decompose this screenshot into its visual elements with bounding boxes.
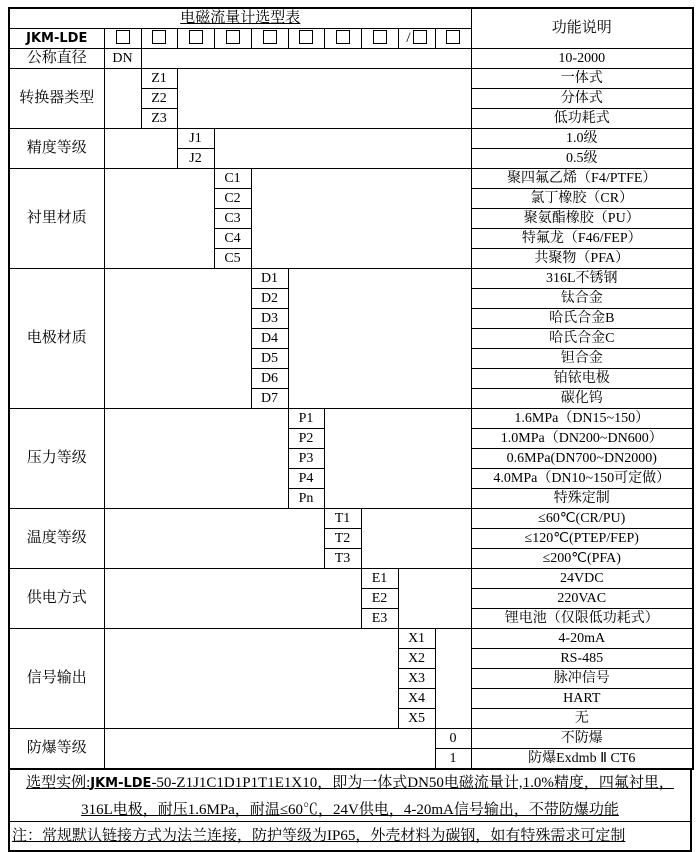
- code-cell: D6: [251, 369, 288, 389]
- spacer-cell: [104, 509, 324, 569]
- desc-cell: 1.0级: [471, 129, 693, 149]
- desc-cell: 哈氏合金C: [471, 329, 693, 349]
- code-cell: 1: [435, 749, 471, 770]
- desc-cell: 4.0MPa（DN10~150可定做）: [471, 469, 693, 489]
- code-cell: P1: [288, 409, 324, 429]
- category-pressure-rating: 压力等级: [9, 409, 104, 509]
- model-checkbox-cell[interactable]: [288, 29, 324, 49]
- code-cell: C3: [214, 209, 251, 229]
- code-cell: T2: [324, 529, 361, 549]
- checkbox-icon[interactable]: [299, 30, 313, 44]
- code-cell: D1: [251, 269, 288, 289]
- note-block: [8, 822, 692, 852]
- category-temperature-rating: 温度等级: [9, 509, 104, 569]
- model-checkbox-cell[interactable]: [251, 29, 288, 49]
- desc-cell: 碳化钨: [471, 389, 693, 409]
- spacer-cell: [214, 129, 471, 169]
- code-cell: C5: [214, 249, 251, 269]
- desc-cell: 共聚物（PFA）: [471, 249, 693, 269]
- desc-cell: 一体式: [471, 69, 693, 89]
- model-checkbox-cell[interactable]: [141, 29, 177, 49]
- model-checkbox-cell[interactable]: [361, 29, 398, 49]
- page-wrapper: [8, 7, 692, 852]
- model-checkbox-cell[interactable]: [214, 29, 251, 49]
- category-explosion-proof-grade: 防爆等级: [9, 729, 104, 770]
- desc-cell: 220VAC: [471, 589, 693, 609]
- checkbox-icon[interactable]: [413, 30, 427, 44]
- spacer-cell: [104, 629, 398, 729]
- model-checkbox-cell[interactable]: [324, 29, 361, 49]
- spacer-cell: [104, 169, 214, 269]
- note-text: 注：常规默认链接方式为法兰连接，防护等级为IP65，外壳材料为碳钢，如有特殊需求可定制: [12, 828, 626, 844]
- desc-cell: ≤60℃(CR/PU): [471, 509, 693, 529]
- code-cell: P4: [288, 469, 324, 489]
- model-checkbox-cell[interactable]: [104, 29, 141, 49]
- checkbox-icon[interactable]: [189, 30, 203, 44]
- desc-cell: ≤120℃(PTEP/FEP): [471, 529, 693, 549]
- example-prefix: 选型实例:: [26, 775, 91, 791]
- desc-cell: 1.6MPa（DN15~150）: [471, 409, 693, 429]
- model-checkbox-cell[interactable]: [435, 29, 471, 49]
- desc-cell: 特殊定制: [471, 489, 693, 509]
- category-lining-material: 衬里材质: [9, 169, 104, 269]
- checkbox-icon[interactable]: [152, 30, 166, 44]
- spacer-cell: [104, 569, 361, 629]
- code-cell: T1: [324, 509, 361, 529]
- code-cell: D4: [251, 329, 288, 349]
- spacer-cell: [177, 69, 471, 129]
- spacer-cell: [324, 409, 471, 509]
- code-cell: C4: [214, 229, 251, 249]
- desc-cell: 聚四氟乙烯（F4/PTFE）: [471, 169, 693, 189]
- code-cell: E2: [361, 589, 398, 609]
- code-cell: Z1: [141, 69, 177, 89]
- code-cell: E1: [361, 569, 398, 589]
- desc-cell: 钽合金: [471, 349, 693, 369]
- desc-cell: 特氟龙（F46/FEP）: [471, 229, 693, 249]
- desc-cell: 低功耗式: [471, 109, 693, 129]
- selection-example-line1: [10, 770, 690, 797]
- desc-cell: HART: [471, 689, 693, 709]
- desc-cell: 哈氏合金B: [471, 309, 693, 329]
- checkbox-icon[interactable]: [226, 30, 240, 44]
- code-cell: C1: [214, 169, 251, 189]
- desc-cell: 聚氨酯橡胶（PU）: [471, 209, 693, 229]
- desc-cell: 防爆Exdmb Ⅱ CT6: [471, 749, 693, 770]
- selection-example-block: [8, 770, 692, 822]
- desc-cell: 1.0MPa（DN200~DN600）: [471, 429, 693, 449]
- row-label-nominal-diameter: 公称直径: [9, 49, 104, 69]
- desc-cell: 脉冲信号: [471, 669, 693, 689]
- spacer-cell: [251, 169, 471, 269]
- code-cell: X2: [398, 649, 435, 669]
- code-cell-dn: DN: [104, 49, 141, 69]
- spacer-cell: [104, 269, 251, 409]
- desc-cell: ≤200℃(PFA): [471, 549, 693, 569]
- code-cell: D3: [251, 309, 288, 329]
- desc-cell: 不防爆: [471, 729, 693, 749]
- desc-cell: 0.5级: [471, 149, 693, 169]
- checkbox-icon[interactable]: [116, 30, 130, 44]
- category-accuracy-grade: 精度等级: [9, 129, 104, 169]
- desc-cell: 24VDC: [471, 569, 693, 589]
- function-column-header: 功能说明: [471, 8, 693, 49]
- checkbox-icon[interactable]: [446, 30, 460, 44]
- desc-cell: 氯丁橡胶（CR）: [471, 189, 693, 209]
- category-power-supply: 供电方式: [9, 569, 104, 629]
- model-prefix-cell: JKM-LDE: [9, 29, 104, 49]
- spacer-cell: [104, 69, 141, 129]
- desc-cell: 0.6MPa(DN700~DN2000): [471, 449, 693, 469]
- code-cell: J2: [177, 149, 214, 169]
- code-cell: Pn: [288, 489, 324, 509]
- spacer-cell: [104, 129, 177, 169]
- desc-cell: 316L不锈钢: [471, 269, 693, 289]
- code-cell: D2: [251, 289, 288, 309]
- desc-cell: 10-2000: [471, 49, 693, 69]
- desc-cell: 钛合金: [471, 289, 693, 309]
- code-cell: 0: [435, 729, 471, 749]
- model-checkbox-cell-slash[interactable]: [398, 29, 435, 49]
- category-electrode-material: 电极材质: [9, 269, 104, 409]
- spacer-cell: [435, 629, 471, 729]
- desc-cell: 分体式: [471, 89, 693, 109]
- code-cell: X1: [398, 629, 435, 649]
- code-cell: P2: [288, 429, 324, 449]
- code-cell: E3: [361, 609, 398, 629]
- checkbox-icon[interactable]: [263, 30, 277, 44]
- spacer-cell: [104, 409, 288, 509]
- desc-cell: 铂铱电极: [471, 369, 693, 389]
- code-cell: P3: [288, 449, 324, 469]
- example-model: JKM-LDE: [90, 776, 152, 791]
- spacer-cell: [141, 49, 471, 69]
- code-cell: X5: [398, 709, 435, 729]
- desc-cell: 锂电池（仅限低功耗式）: [471, 609, 693, 629]
- selection-example-line2: 316L电极，耐压1.6MPa，耐温≤60℃，24V供电，4-20mA信号输出，不带防爆功能: [81, 802, 619, 818]
- desc-cell: RS-485: [471, 649, 693, 669]
- spacer-cell: [398, 569, 471, 629]
- code-cell: Z2: [141, 89, 177, 109]
- table-title: 电磁流量计选型表: [180, 10, 301, 26]
- code-cell: X4: [398, 689, 435, 709]
- code-cell: X3: [398, 669, 435, 689]
- desc-cell: 无: [471, 709, 693, 729]
- spacer-cell: [288, 269, 471, 409]
- spacer-cell: [104, 729, 435, 770]
- slash-separator: /: [406, 30, 411, 46]
- code-cell: Z3: [141, 109, 177, 129]
- code-cell: T3: [324, 549, 361, 569]
- category-converter-type: 转换器类型: [9, 69, 104, 129]
- checkbox-icon[interactable]: [373, 30, 387, 44]
- checkbox-icon[interactable]: [336, 30, 350, 44]
- code-cell: C2: [214, 189, 251, 209]
- code-cell: J1: [177, 129, 214, 149]
- code-cell: D7: [251, 389, 288, 409]
- spacer-cell: [361, 509, 471, 569]
- example-rest: -50-Z1J1C1D1P1T1E1X10，即为一体式DN50电磁流量计,1.0%精度，四氟衬里，: [151, 775, 674, 791]
- selection-table: [8, 7, 694, 770]
- table-title-cell: [9, 8, 471, 29]
- category-signal-output: 信号输出: [9, 629, 104, 729]
- desc-cell: 4-20mA: [471, 629, 693, 649]
- code-cell: D5: [251, 349, 288, 369]
- model-checkbox-cell[interactable]: [177, 29, 214, 49]
